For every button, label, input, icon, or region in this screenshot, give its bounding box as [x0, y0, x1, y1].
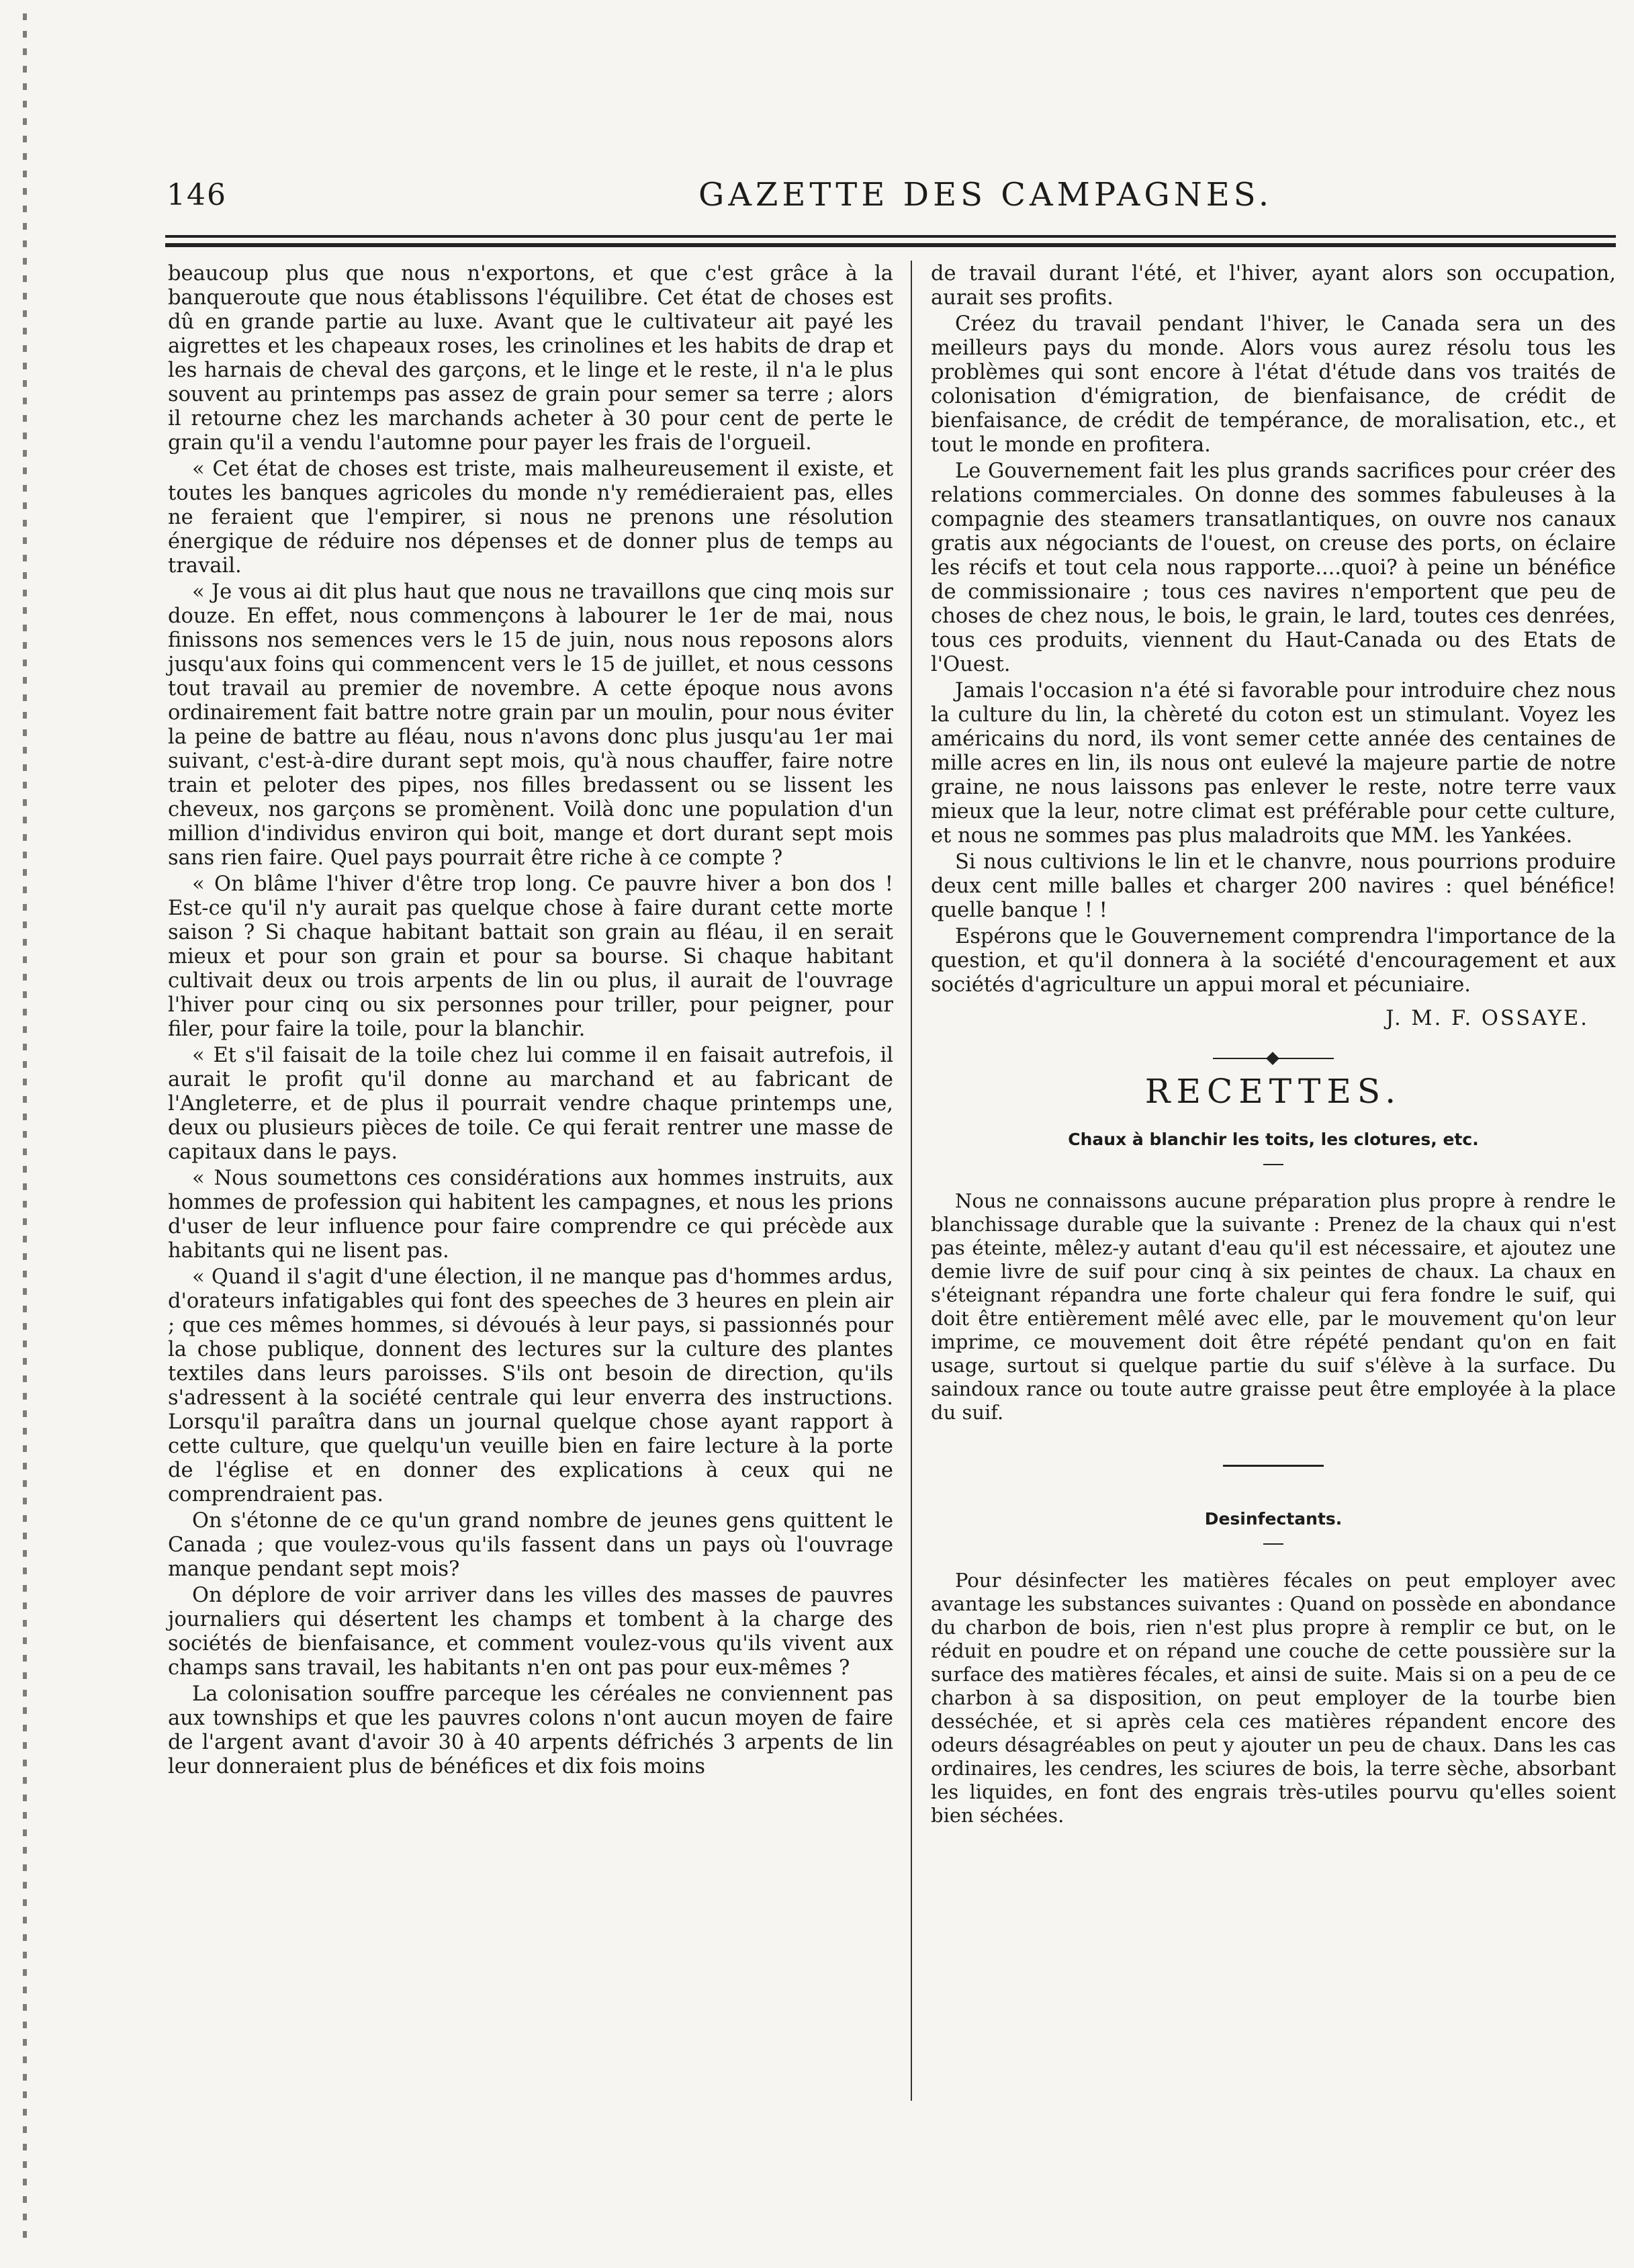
- title-rule: [1263, 1164, 1283, 1165]
- header-rule: [165, 235, 1616, 238]
- column-divider: [911, 261, 912, 2101]
- section-heading: RECETTES.: [1144, 1072, 1402, 1111]
- author-signature: J. M. F. OSSAYE.: [1386, 1007, 1589, 1030]
- paragraph: « Je vous ai dit plus haut que nous ne travaillons que cinq mois sur douze. En effet, nous commençons à labourer le 1er de mai, nous finissons nos semences vers le 15 de juin, nous nous reposons alors jusqu'aux foins qui commencent vers le 15 de juillet, et nous cessons tout travail au premier de novembre. A cette époque nous avons ordinairement fait battre notre grain par un moulin, pour nous éviter la peine de battre au fléau, nous n'avons donc plus jusqu'au 1er mai suivant, c'est-à-dire durant sept mois, qu'à nous chauffer, faire notre train et peloter des pipes, nos filles bredassent ou se lissent les cheveux, nos garçons se promènent. Voilà donc une population d'un million d'individus environ qui boit, mange et dort durant sept mois sans rien faire. Quel pays pourrait être riche à ce compte ?: [168, 580, 893, 870]
- page-number: 146: [167, 178, 227, 212]
- running-title: GAZETTE DES CAMPAGNES.: [698, 176, 1273, 214]
- paragraph: Créez du travail pendant l'hiver, le Canada sera un des meilleurs pays du monde. Alors vous aurez résolu tous les problèmes qui sont encore à l'état d'étude dans vos traités de colonisation d'émigration, de bienfaisance, de crédit de bienfaisance, de crédit de tempérance, de moralisation, etc., et tout le monde en profitera.: [931, 312, 1616, 457]
- recipe-title: Desinfectants.: [1204, 1509, 1343, 1529]
- paragraph: de travail durant l'été, et l'hiver, ayant alors son occupation, aurait ses profits.: [931, 262, 1616, 310]
- paragraph: Le Gouvernement fait les plus grands sacrifices pour créer des relations commerciales. On donne des sommes fabuleuses à la compagnie des steamers transatlantiques, on ouvre nos canaux gratis aux négociants de l'ouest, on creuse des ports, on éclaire les récifs et tout cela nous rapporte....quoi? à peine un bénéfice de commissionaire ; tous ces navires n'emportent que peu de choses de chez nous, le bois, le grain, le lard, toutes ces denrées, tous ces produits, viennent du Haut-Canada ou des Etats de l'Ouest.: [931, 459, 1616, 676]
- recipe-text: Nous ne connaissons aucune préparation plus propre à rendre le blanchissage durable que la suivante : Prenez de la chaux qui n'est pas éteinte, mêlez-y autant d'eau qu'il est nécessaire, et ajoutez une demie livre de suif pour cinq à six peintes de chaux. La chaux en s'éteignant répandra une forte chaleur qui fera fondre le suif, qui doit être entièrement mêlé avec elle, par le mouvement qu'on leur imprime, ce mouvement doit être répété pendant qu'on en fait usage, surtout si quelque partie du suif s'élève à la surface. Du saindoux rance ou toute autre graisse peut être employée à la place du suif.: [931, 1189, 1616, 1424]
- paragraph: Espérons que le Gouvernement comprendra l'importance de la question, et qu'il donnera à la société d'encouragement et aux sociétés d'agriculture un appui moral et pécuniaire.: [931, 925, 1616, 997]
- paragraph: beaucoup plus que nous n'exportons, et que c'est grâce à la banqueroute que nous établissons l'équilibre. Cet état de choses est dû en grande partie au luxe. Avant que le cultivateur ait payé les aigrettes et les chapeaux roses, les crinolines et les habits de drap et les harnais de cheval des garçons, et le linge et le reste, il n'a le plus souvent au printemps pas assez de grain pour semer sa terre ; alors il retourne chez les marchands acheter à 30 pour cent de perte le grain qu'il a vendu l'automne pour payer les frais de l'orgueil.: [168, 262, 893, 455]
- paragraph: On déplore de voir arriver dans les villes des masses de pauvres journaliers qui désertent les champs et tombent à la charge des sociétés de bienfaisance, et comment voulez-vous qu'ils vivent aux champs sans travail, les habitants n'en ont pas pour eux-mêmes ?: [168, 1584, 893, 1680]
- paragraph: La colonisation souffre parceque les céréales ne conviennent pas aux townships et que les pauvres colons n'ont aucun moyen de faire de l'argent avant d'avoir 30 à 40 arpents défrichés 3 arpents de lin leur donneraient plus de bénéfices et dix fois moins: [168, 1682, 893, 1778]
- paragraph: Jamais l'occasion n'a été si favorable pour introduire chez nous la culture du lin, la chèreté du coton est un stimulant. Voyez les américains du nord, ils vont semer cette année des centaines de mille acres en lin, ils nous ont eulevé la majeure partie de notre graine, ne nous laissons pas enlever le reste, notre terre vaux mieux que la leur, notre climat est préférable pour cette culture, et nous ne sommes pas plus maladroits que MM. les Yankées.: [931, 679, 1616, 848]
- recipe-title: Chaux à blanchir les toits, les clotures, etc.: [1068, 1130, 1479, 1149]
- recipe-separator: [1223, 1465, 1324, 1467]
- paragraph: « Nous soumettons ces considérations aux hommes instruits, aux hommes de profession qui habitent les campagnes, et nous les prions d'user de leur influence pour faire comprendre ce qui précède aux habitants qui ne lisent pas.: [168, 1167, 893, 1263]
- scan-edge-marks: [23, 13, 27, 2243]
- recipe-text: Pour désinfecter les matières fécales on peut employer avec avantage les substances suivantes : Quand on possède en abondance du charbon de bois, rien n'est plus propre à remplir ce but, on le réduit en poudre et on répand une couche de cette poussière sur la surface des matières fécales, et ainsi de suite. Mais si on a peu de ce charbon à sa disposition, on peut employer de la tourbe bien desséchée, et si après cela ces matières répandent encore des odeurs désagréables on peut y ajouter un peu de chaux. Dans les cas ordinaires, les cendres, les sciures de bois, la terre sèche, absorbant les liquides, en font des engrais très-utiles pourvu qu'elles soient bien séchées.: [931, 1569, 1616, 1827]
- title-rule: [1263, 1543, 1283, 1545]
- paragraph: « Cet état de choses est triste, mais malheureusement il existe, et toutes les banques agricoles du monde n'y remédieraient pas, elles ne feraient que l'empirer, si nous ne prenons une résolution énergique de réduire nos dépenses et de donner plus de temps au travail.: [168, 457, 893, 578]
- section-ornament: [1213, 1058, 1334, 1059]
- paragraph: « Quand il s'agit d'une élection, il ne manque pas d'hommes ardus, d'orateurs infatigables qui font des speeches de 3 heures en plein air ; que ces mêmes hommes, si dévoués à leur pays, si passionnés pour la chose publique, donnent des lectures sur la culture des plantes textiles dans leurs paroisses. S'ils ont besoin de direction, qu'ils s'adressent à la société centrale qui leur enverra des instructions. Lorsqu'il paraîtra dans un journal quelque chose ayant rapport à cette culture, que quelqu'un veuille bien en faire lecture à la porte de l'église et en donner des explications à ceux qui ne comprendraient pas.: [168, 1265, 893, 1506]
- paragraph: On s'étonne de ce qu'un grand nombre de jeunes gens quittent le Canada ; que voulez-vous qu'ils fassent dans un pays où l'ouvrage manque pendant sept mois?: [168, 1509, 893, 1581]
- header-rule-thick: [165, 243, 1616, 247]
- paragraph: « Et s'il faisait de la toile chez lui comme il en faisait autrefois, il aurait le profit qu'il donne au marchand et au fabricant de l'Angleterre, et de plus il pourrait vendre chaque printemps une, deux ou plusieurs pièces de toile. Ce qui ferait rentrer une masse de capitaux dans le pays.: [168, 1044, 893, 1164]
- right-column: [931, 262, 1616, 1829]
- paragraph: « On blâme l'hiver d'être trop long. Ce pauvre hiver a bon dos ! Est-ce qu'il n'y aurait pas quelque chose à faire durant cette morte saison ? Si chaque habitant battait son grain au fléau, il en serait mieux et pour son grain et pour sa bourse. Si chaque habitant cultivait deux ou trois arpents de lin ou plus, il aurait de l'ouvrage l'hiver pour cinq ou six personnes pour triller, pour peigner, pour filer, pour faire la toile, pour la blanchir.: [168, 872, 893, 1041]
- left-column: [168, 262, 893, 1781]
- paragraph: Si nous cultivions le lin et le chanvre, nous pourrions produire deux cent mille balles et charger 200 navires : quel bénéfice! quelle banque ! !: [931, 850, 1616, 922]
